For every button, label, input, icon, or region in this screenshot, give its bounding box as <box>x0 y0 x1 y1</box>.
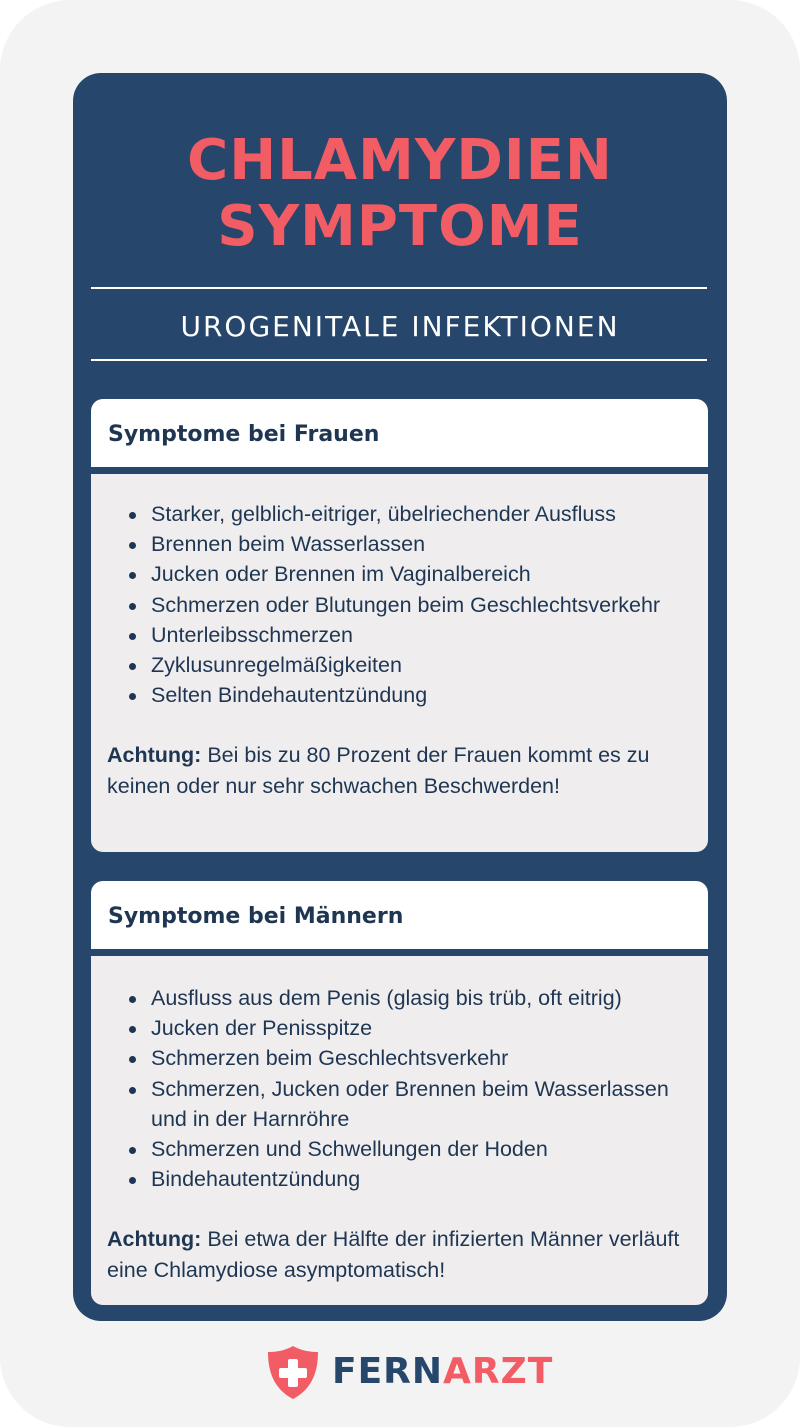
men-note-text: Bei etwa der Hälfte der infizierten Männer verläuft eine Chlamydiose asymptomatisch! <box>107 1227 680 1282</box>
women-note-label: Achtung: <box>107 743 202 768</box>
women-symptom-list <box>107 499 692 710</box>
logo-text-arzt: ARZT <box>443 1351 554 1392</box>
list-item: Brennen beim Wasserlassen <box>107 529 692 559</box>
card-men-body <box>91 956 708 1305</box>
fernarzt-logo[interactable] <box>264 1342 553 1402</box>
page-title <box>0 128 800 260</box>
list-item: Schmerzen, Jucken oder Brennen beim Wasserlassen und in der Harnröhre <box>107 1074 692 1134</box>
list-item: Ausfluss aus dem Penis (glasig bis trüb, oft eitrig) <box>107 983 692 1013</box>
list-item: Bindehautentzündung <box>107 1164 692 1194</box>
divider-bottom <box>91 359 707 361</box>
men-note <box>107 1224 692 1284</box>
men-symptom-list <box>107 983 692 1194</box>
card-women-heading: Symptome bei Frauen <box>108 422 380 447</box>
list-item: Selten Bindehautentzündung <box>107 680 692 710</box>
list-item: Jucken oder Brennen im Vaginalbereich <box>107 559 692 589</box>
logo-text-fern: FERN <box>332 1351 444 1392</box>
card-women-body <box>91 474 708 852</box>
divider-top <box>91 287 707 289</box>
women-note <box>107 740 692 800</box>
title-line-1: CHLAMYDIEN <box>187 128 613 193</box>
card-men-heading: Symptome bei Männern <box>108 904 404 929</box>
list-item: Jucken der Penisspitze <box>107 1013 692 1043</box>
list-item: Starker, gelblich-eitriger, übelriechender Ausfluss <box>107 499 692 529</box>
list-item: Schmerzen oder Blutungen beim Geschlechtsverkehr <box>107 590 692 620</box>
men-note-label: Achtung: <box>107 1227 202 1252</box>
list-item: Schmerzen und Schwellungen der Hoden <box>107 1134 692 1164</box>
list-item: Schmerzen beim Geschlechtsverkehr <box>107 1043 692 1073</box>
card-men-header <box>91 881 708 949</box>
logo-wordmark <box>332 1342 553 1402</box>
shield-cross-icon <box>264 1343 322 1401</box>
title-line-2: SYMPTOME <box>217 194 583 259</box>
subtitle: UROGENITALE INFEKTIONEN <box>180 310 620 343</box>
women-note-text: Bei bis zu 80 Prozent der Frauen kommt es zu keinen oder nur sehr schwachen Beschwerden! <box>107 743 650 798</box>
list-item: Zyklusunregelmäßigkeiten <box>107 650 692 680</box>
list-item: Unterleibsschmerzen <box>107 620 692 650</box>
card-women-header <box>91 399 708 467</box>
